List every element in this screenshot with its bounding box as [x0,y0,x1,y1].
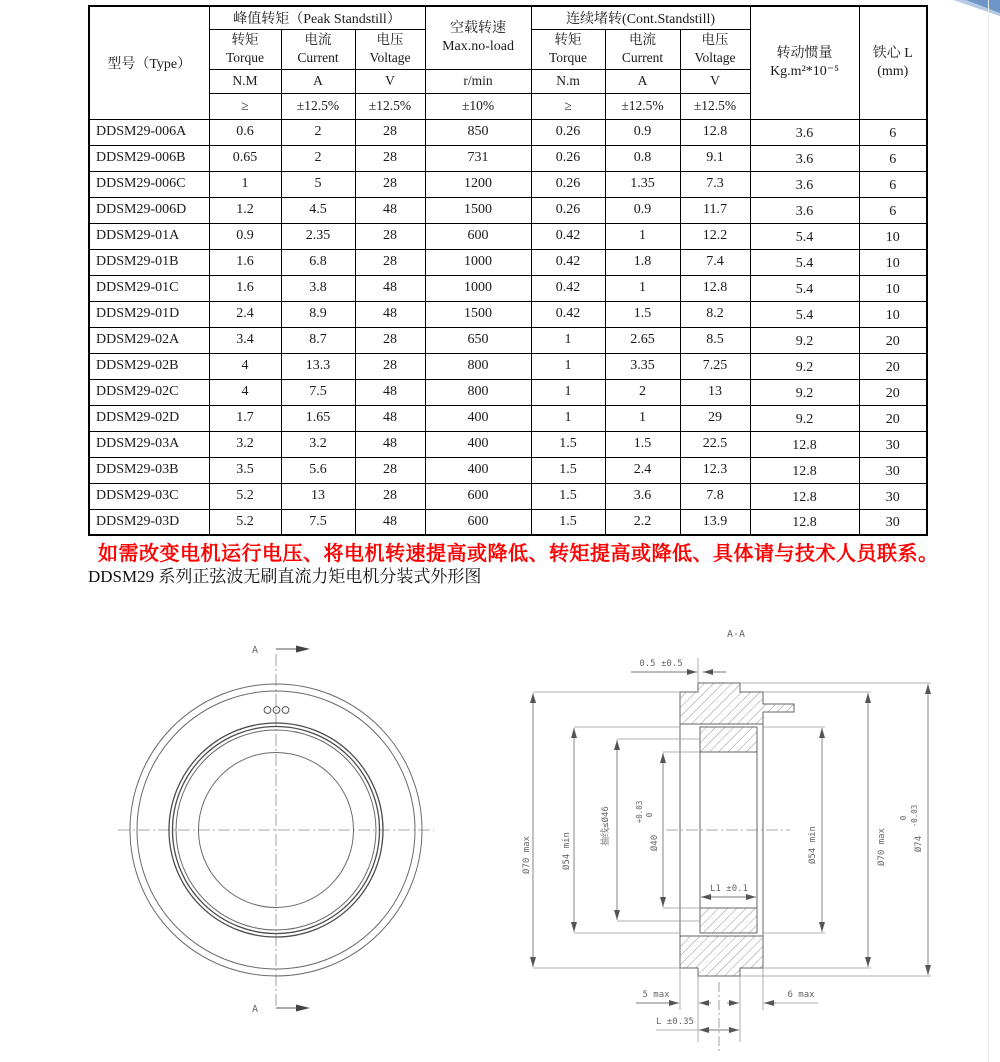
value-cell: 5.2 [209,509,281,535]
value-cell: 0.26 [531,145,605,171]
front-view-drawing [98,608,458,1028]
value-cell: 12.8 [750,457,859,483]
value-cell: 28 [355,249,425,275]
model-cell: DDSM29-01B [89,249,209,275]
dimension-tolerance: +0.03 [635,800,644,824]
value-cell: 4.5 [281,197,355,223]
dimension-label: Ø74 [914,835,924,853]
value-cell: 29 [680,405,750,431]
value-cell: 9.1 [680,145,750,171]
value-cell: 1 [209,171,281,197]
value-cell: 5.4 [750,275,859,301]
model-cell: DDSM29-02A [89,327,209,353]
value-cell: 12.2 [680,223,750,249]
value-cell: 3.6 [750,171,859,197]
value-cell: 48 [355,301,425,327]
value-cell: 0.26 [531,197,605,223]
wire-hole-icon [282,707,289,714]
value-cell: 1 [531,327,605,353]
model-cell: DDSM29-03B [89,457,209,483]
value-cell: 1000 [425,275,531,301]
dimension-tolerance: -0.03 [910,804,919,828]
unit-cell: N.M [209,69,281,93]
unit-cell: V [355,69,425,93]
value-cell: 2.4 [605,457,680,483]
value-cell: 2 [281,119,355,145]
value-cell: 600 [425,483,531,509]
value-cell: 0.6 [209,119,281,145]
page-edge-line [988,0,989,1062]
table-row [89,353,927,379]
header-cont-current: 电流 Current [605,29,680,69]
value-cell: 10 [859,275,927,301]
wire-hole-icon [273,707,280,714]
table-row [89,431,927,457]
value-cell: 20 [859,405,927,431]
value-cell: 10 [859,301,927,327]
value-cell: 7.3 [680,171,750,197]
value-cell: 0.65 [209,145,281,171]
value-cell: 5.2 [209,483,281,509]
header-core-unit: (mm) [877,63,909,79]
header-inertia-unit: Kg.m²*10⁻⁵ [770,63,840,79]
value-cell: 731 [425,145,531,171]
stator-section-lower [680,936,763,976]
header-inertia [750,6,859,119]
value-cell: 6 [859,197,927,223]
table-row [89,145,927,171]
value-cell: 6 [859,145,927,171]
value-cell: 28 [355,483,425,509]
drawing-caption: DDSM29 系列正弦波无刷直流力矩电机分装式外形图 [88,567,482,586]
model-cell: DDSM29-02B [89,353,209,379]
value-cell: 28 [355,119,425,145]
value-cell: 1.7 [209,405,281,431]
value-cell: 0.26 [531,171,605,197]
value-cell: 7.25 [680,353,750,379]
value-cell: 5.6 [281,457,355,483]
value-cell: 3.2 [209,431,281,457]
value-cell: 650 [425,327,531,353]
value-cell: 30 [859,457,927,483]
value-cell: 3.6 [750,119,859,145]
table-row [89,483,927,509]
dimension-label: L1 ±0.1 [710,884,748,894]
value-cell: 3.35 [605,353,680,379]
value-cell: 1500 [425,301,531,327]
motor-spec-table [88,5,928,536]
value-cell: 8.9 [281,301,355,327]
rotor-section-upper [700,727,757,752]
value-cell: 7.8 [680,483,750,509]
header-peak-current: 电流 Current [281,29,355,69]
corner-fold-decoration [952,0,1000,18]
value-cell: 1 [531,405,605,431]
model-cell: DDSM29-03D [89,509,209,535]
header-peak-voltage: 电压 Voltage [355,29,425,69]
value-cell: 12.8 [750,431,859,457]
value-cell: 30 [859,509,927,535]
dimension-label: Ø54 min [808,826,818,864]
dimension-label: Ø40 [650,834,660,852]
dimension-label: L ±0.35 [656,1017,694,1027]
table-row [89,275,927,301]
value-cell: 22.5 [680,431,750,457]
value-cell: 1500 [425,197,531,223]
section-letter: A [251,1004,259,1015]
value-cell: 0.9 [605,197,680,223]
unit-cell: A [281,69,355,93]
value-cell: 13.9 [680,509,750,535]
header-cont-voltage: 电压 Voltage [680,29,750,69]
value-cell: 0.26 [531,119,605,145]
tolerance-cell: ±12.5% [680,93,750,119]
value-cell: 2.65 [605,327,680,353]
value-cell: 8.7 [281,327,355,353]
table-row [89,509,927,535]
stator-section-upper [680,683,794,724]
value-cell: 5.4 [750,249,859,275]
unit-cell: V [680,69,750,93]
value-cell: 28 [355,353,425,379]
voltage-change-warning: 如需改变电机运行电压、将电机转速提高或降低、转矩提高或降低、具体请与技术人员联系。 [98,543,939,565]
value-cell: 28 [355,145,425,171]
tolerance-cell: ±12.5% [281,93,355,119]
value-cell: 600 [425,223,531,249]
model-cell: DDSM29-01A [89,223,209,249]
value-cell: 1.6 [209,275,281,301]
value-cell: 48 [355,405,425,431]
table-row [89,171,927,197]
header-core-zh: 铁心 L [872,45,913,61]
value-cell: 7.5 [281,509,355,535]
value-cell: 2 [605,379,680,405]
header-cont-group: 连续堵转(Cont.Standstill) [531,6,750,29]
value-cell: 6 [859,171,927,197]
value-cell: 1 [605,223,680,249]
table-row [89,457,927,483]
section-arrow-icon [296,646,310,653]
value-cell: 12.8 [680,275,750,301]
value-cell: 400 [425,431,531,457]
value-cell: 48 [355,509,425,535]
value-cell: 11.7 [680,197,750,223]
dimension-label: 5 max [642,990,670,1000]
value-cell: 850 [425,119,531,145]
value-cell: 2.4 [209,301,281,327]
value-cell: 800 [425,379,531,405]
value-cell: 3.4 [209,327,281,353]
table-row [89,327,927,353]
model-cell: DDSM29-02D [89,405,209,431]
value-cell: 1.5 [531,483,605,509]
dimension-label: 0.5 ±0.5 [639,659,683,669]
value-cell: 1 [605,275,680,301]
value-cell: 3.6 [750,145,859,171]
dimension-label: 6 max [787,990,815,1000]
table-row [89,119,927,145]
value-cell: 12.8 [750,483,859,509]
value-cell: 1.8 [605,249,680,275]
value-cell: 30 [859,431,927,457]
wire-hole-icon [264,707,271,714]
value-cell: 9.2 [750,379,859,405]
value-cell: 1.6 [209,249,281,275]
table-row [89,223,927,249]
value-cell: 48 [355,197,425,223]
model-cell: DDSM29-03C [89,483,209,509]
dimension-label: Ø70 max [877,828,887,866]
dimension-tolerance: 0 [645,812,654,818]
value-cell: 0.42 [531,223,605,249]
unit-cell: r/min [425,69,531,93]
table-row [89,405,927,431]
value-cell: 600 [425,509,531,535]
header-noload-en: Max.no-load [442,38,514,54]
value-cell: 1.5 [531,509,605,535]
value-cell: 3.2 [281,431,355,457]
value-cell: 1.5 [605,431,680,457]
value-cell: 0.42 [531,301,605,327]
value-cell: 48 [355,379,425,405]
value-cell: 8.2 [680,301,750,327]
value-cell: 5.4 [750,223,859,249]
value-cell: 1 [531,353,605,379]
value-cell: 48 [355,275,425,301]
header-peak-group: 峰值转矩（Peak Standstill） [209,6,425,29]
value-cell: 7.5 [281,379,355,405]
section-letter: A [251,645,259,656]
value-cell: 1000 [425,249,531,275]
section-view-drawing [518,612,1000,1062]
section-title: A-A [726,629,746,640]
tolerance-cell: ≥ [209,93,281,119]
value-cell: 1 [531,379,605,405]
value-cell: 4 [209,379,281,405]
header-noload-zh: 空载转速 [450,20,507,36]
value-cell: 1.5 [605,301,680,327]
value-cell: 3.8 [281,275,355,301]
dimension-label: Ø54 min [562,832,572,870]
value-cell: 20 [859,327,927,353]
header-peak-torque: 转矩 Torque [209,29,281,69]
model-cell: DDSM29-006C [89,171,209,197]
tolerance-cell: ±12.5% [605,93,680,119]
value-cell: 6 [859,119,927,145]
model-cell: DDSM29-01D [89,301,209,327]
value-cell: 12.8 [680,119,750,145]
dimension-tolerance: 0 [899,815,908,821]
value-cell: 9.2 [750,327,859,353]
dimension-label: Ø70 max [522,836,532,874]
value-cell: 1.2 [209,197,281,223]
table-row [89,197,927,223]
value-cell: 30 [859,483,927,509]
section-arrow-icon [296,1005,310,1012]
header-cont-torque: 转矩 Torque [531,29,605,69]
value-cell: 0.42 [531,249,605,275]
model-cell: DDSM29-01C [89,275,209,301]
value-cell: 400 [425,457,531,483]
value-cell: 2.2 [605,509,680,535]
value-cell: 400 [425,405,531,431]
value-cell: 28 [355,171,425,197]
value-cell: 1.65 [281,405,355,431]
value-cell: 0.8 [605,145,680,171]
tolerance-cell: ±12.5% [355,93,425,119]
value-cell: 6.8 [281,249,355,275]
value-cell: 0.9 [605,119,680,145]
value-cell: 20 [859,379,927,405]
model-cell: DDSM29-006A [89,119,209,145]
value-cell: 2.35 [281,223,355,249]
value-cell: 10 [859,223,927,249]
model-cell: DDSM29-006B [89,145,209,171]
value-cell: 1200 [425,171,531,197]
value-cell: 28 [355,457,425,483]
value-cell: 12.8 [750,509,859,535]
model-cell: DDSM29-02C [89,379,209,405]
value-cell: 3.6 [750,197,859,223]
unit-cell: A [605,69,680,93]
value-cell: 5 [281,171,355,197]
model-cell: DDSM29-006D [89,197,209,223]
header-noload [425,6,531,69]
spec-table-body [89,119,927,535]
value-cell: 20 [859,353,927,379]
value-cell: 28 [355,327,425,353]
value-cell: 12.3 [680,457,750,483]
tolerance-cell: ≥ [531,93,605,119]
value-cell: 9.2 [750,353,859,379]
value-cell: 13 [680,379,750,405]
value-cell: 2 [281,145,355,171]
value-cell: 13.3 [281,353,355,379]
value-cell: 7.4 [680,249,750,275]
value-cell: 8.5 [680,327,750,353]
model-cell: DDSM29-03A [89,431,209,457]
table-row [89,301,927,327]
value-cell: 0.42 [531,275,605,301]
value-cell: 1.5 [531,457,605,483]
value-cell: 0.9 [209,223,281,249]
value-cell: 800 [425,353,531,379]
header-type: 型号（Type） [89,6,209,119]
value-cell: 1.5 [531,431,605,457]
value-cell: 10 [859,249,927,275]
table-row [89,379,927,405]
unit-cell: N.m [531,69,605,93]
header-inertia-zh: 转动惯量 [776,45,833,61]
tolerance-cell: ±10% [425,93,531,119]
value-cell: 28 [355,223,425,249]
value-cell: 3.5 [209,457,281,483]
value-cell: 3.6 [605,483,680,509]
value-cell: 13 [281,483,355,509]
dimension-label: 抽线≤Ø46 [601,806,611,846]
value-cell: 4 [209,353,281,379]
value-cell: 9.2 [750,405,859,431]
value-cell: 1 [605,405,680,431]
value-cell: 5.4 [750,301,859,327]
header-core [859,6,927,119]
value-cell: 1.35 [605,171,680,197]
value-cell: 48 [355,431,425,457]
table-row [89,249,927,275]
rotor-section-lower [700,908,757,933]
